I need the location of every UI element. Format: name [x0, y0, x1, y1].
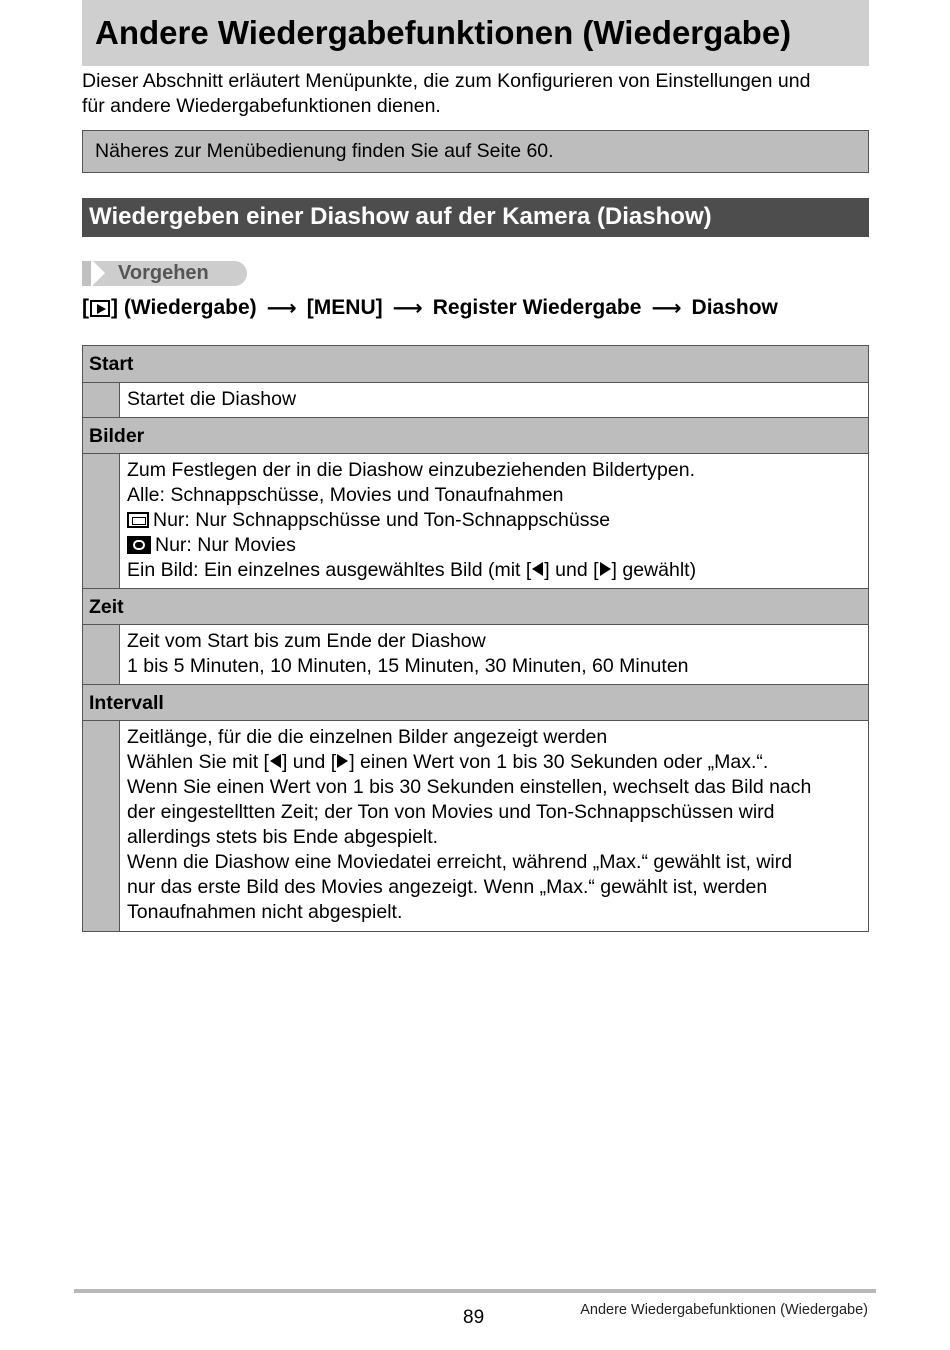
table-row-body-start	[83, 382, 868, 417]
arrow-right-icon: ⟶	[392, 296, 423, 320]
menu-path	[82, 294, 778, 322]
arrow-right-icon: ⟶	[651, 296, 682, 320]
table-cell-line: Zum Festlegen der in die Diashow einzubeziehenden Bildertypen.	[127, 459, 696, 481]
table-cell-line: Wählen Sie mit [ ] und [ ] einen Wert von 1 bis 30 Sekunden oder „Max.“.	[127, 751, 769, 773]
procedure-label-notch	[93, 261, 105, 285]
table-cell-line: nur das erste Bild des Movies angezeigt. Wenn „Max.“ gewählt ist, werden	[127, 876, 768, 898]
intro-paragraph	[82, 69, 872, 119]
table-cell	[119, 721, 868, 931]
intro-line-1: Dieser Abschnitt erläutert Menüpunkte, die zum Konfigurieren von Einstellungen und	[82, 70, 811, 92]
footer-divider	[74, 1289, 876, 1293]
left-arrow-icon	[270, 754, 281, 768]
right-arrow-icon	[600, 562, 611, 576]
table-cell-line: Zeit vom Start bis zum Ende der Diashow	[127, 630, 486, 652]
table-cell-line: Nur: Nur Movies	[127, 533, 860, 558]
table-row-body-intervall	[83, 720, 868, 931]
menu-path-step-menu: [MENU]	[306, 296, 383, 319]
table-cell	[119, 625, 868, 684]
table-cell-line: Zeitlänge, für die die einzelnen Bilder angezeigt werden	[127, 726, 608, 748]
procedure-label-stripe	[82, 261, 91, 286]
page-number: 89	[463, 1307, 485, 1328]
movie-icon	[127, 536, 151, 554]
left-arrow-icon	[532, 562, 543, 576]
snapshot-icon	[127, 512, 149, 528]
table-row-head-bilder: Bilder	[83, 417, 868, 453]
title-bar	[82, 0, 869, 66]
section-heading: Wiedergeben einer Diashow auf der Kamera (Diashow)	[82, 198, 869, 237]
page-title: Andere Wiedergabefunktionen (Wiedergabe)	[95, 14, 792, 51]
table-row-head-zeit: Zeit	[83, 588, 868, 624]
procedure-label	[82, 260, 247, 287]
table-cell	[119, 383, 868, 417]
note-box: Näheres zur Menübedienung finden Sie auf Seite 60.	[82, 130, 869, 173]
procedure-label-pill	[93, 261, 247, 286]
table-cell-line: 1 bis 5 Minuten, 10 Minuten, 15 Minuten, 30 Minuten, 60 Minuten	[127, 655, 689, 677]
menu-path-bracket-open: [	[82, 296, 89, 319]
table-cell-line: Wenn Sie einen Wert von 1 bis 30 Sekunden einstellen, wechselt das Bild nach	[127, 776, 812, 798]
menu-path-step-tab: Register Wiedergabe	[432, 296, 642, 319]
table-cell-line: der eingestelltten Zeit; der Ton von Movies und Ton-Schnappschüssen wird	[127, 801, 775, 823]
table-cell-line: Ein Bild: Ein einzelnes ausgewähltes Bild (mit [ ] und [ ] gewählt)	[127, 559, 697, 581]
table-cell-line: Tonaufnahmen nicht abgespielt.	[127, 901, 403, 923]
table-cell-line: Startet die Diashow	[127, 388, 297, 410]
table-cell-line: Alle: Schnappschüsse, Movies und Tonaufnahmen	[127, 484, 564, 506]
menu-path-step-diashow: Diashow	[691, 296, 778, 319]
table-cell	[119, 454, 868, 588]
table-row-body-bilder	[83, 453, 868, 588]
arrow-right-icon: ⟶	[266, 296, 297, 320]
table-row-body-zeit	[83, 624, 868, 684]
footer-title: Andere Wiedergabefunktionen (Wiedergabe)	[580, 1302, 868, 1318]
procedure-label-text: Vorgehen	[118, 262, 209, 284]
table-cell-line: Nur: Nur Schnappschüsse und Ton-Schnappschüsse	[127, 508, 860, 533]
right-arrow-icon	[337, 754, 348, 768]
table-row-head-start: Start	[83, 346, 868, 382]
table-row-head-intervall: Intervall	[83, 684, 868, 720]
table-cell-line: allerdings stets bis Ende abgespielt.	[127, 826, 439, 848]
intro-line-2: für andere Wiedergabefunktionen dienen.	[82, 95, 441, 117]
play-mode-icon	[90, 300, 110, 317]
table-cell-line: Wenn die Diashow eine Moviedatei erreicht, während „Max.“ gewählt ist, wird	[127, 851, 793, 873]
menu-path-step-playback: ] (Wiedergabe)	[111, 296, 257, 319]
settings-table	[82, 345, 869, 932]
